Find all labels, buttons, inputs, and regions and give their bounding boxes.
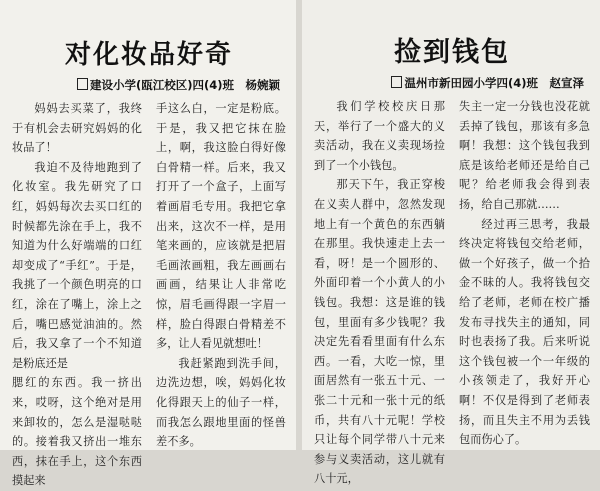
left-article-column-1 bbox=[12, 99, 142, 491]
right-newspaper-clipping bbox=[302, 0, 600, 486]
paragraph: 那天下午，我正穿梭在义卖人群中，忽然发现地上有一个黄色的东西躺在那里。我快速走上去一看，呀！是一个圆形的、外面印着一个小黄人的小钱包。我想：这是谁的钱包，里面有多少钱呢？我决定先看看里面有什么东西。一看，大吃一惊，里面居然有一张五十元、一张二十元和一张十元的纸币，共有八十元呢！学校只让每个同学带八十元来参与义卖活动，这儿就有八十元， bbox=[314, 178, 445, 486]
paragraph: 妈妈去买菜了，我终于有机会去研究妈妈的化妆品了！ bbox=[12, 102, 142, 155]
paragraph: 经过再三思考，我最终决定将钱包交给老师，做一个好孩子，做一个拾金不昧的人。我将钱包交给了老师，老师在校广播发布寻找失主的通知，同时也表扬了我。后来听说这个钱包被一个一年级的小孩领走了，我好开心啊！不仅是得到了老师表扬，而且失主不用为丢钱包而伤心了。 bbox=[459, 217, 590, 447]
right-article-column-1 bbox=[314, 97, 445, 489]
byline-box-icon bbox=[77, 78, 88, 90]
right-article-byline bbox=[314, 75, 590, 91]
right-article-body bbox=[314, 97, 590, 489]
left-article-column-2 bbox=[156, 99, 286, 491]
paragraph: 腮红的东西。我一挤出来，哎呀，这个绝对是用来卸妆的，怎么是湿哒哒的。接着我又挤出一堆东西，抹在手上，这个东西摸起来 bbox=[12, 376, 142, 488]
byline-box-icon bbox=[391, 76, 402, 88]
right-article-title: 捡到钱包 bbox=[394, 37, 510, 68]
paragraph: 我们学校校庆日那天，举行了一个盛大的义卖活动，我在义卖现场捡到了一个小钱包。 bbox=[314, 100, 445, 172]
left-byline-text: 建设小学(瓯江校区)四(4)班 杨婉颖 bbox=[89, 78, 280, 92]
paragraph: 手这么白，一定是粉底。于是，我又把它抹在脸上，啊，我这脸白得好像白骨精一样。后来，我又打开了一个盒子，上面写着画眉毛专用。我把它拿出来，这次不一样，是用笔来画的，应该就是把眉毛画浓画粗，我左画画右画画，结果让人非常吃惊，眉毛画得跟一字眉一样，脸白得跟白骨精差不多，让人看见就想吐！ bbox=[156, 102, 286, 351]
right-byline-text: 温州市新田园小学四(4)班 赵宣泽 bbox=[404, 76, 584, 90]
left-article-byline bbox=[12, 77, 286, 93]
paragraph: 我赶紧跑到洗手间，边洗边想，唉，妈妈化妆化得跟天上的仙子一样，而我怎么跟地里面的怪兽差不多。 bbox=[156, 356, 286, 449]
paragraph: 失主一定一分钱也没花就丢掉了钱包，那该有多急啊！我想：这个钱包我到底是该给老师还是给自己呢？给老师我会得到表扬，给自己那就…… bbox=[459, 100, 590, 211]
right-article-column-2 bbox=[459, 97, 590, 489]
left-article-title: 对化妆品好奇 bbox=[64, 40, 233, 70]
paragraph: 我迫不及待地跑到了化妆室。我先研究了口红，妈妈每次去买口红的时候都先涂在手上，我不知道为什么好端端的口红却变成了“手红”。于是，我挑了一个颜色明亮的口红，涂在了嘴上，涂上之后，嘴巴感觉油油的。然后，我又拿了一个不知道是粉底还是 bbox=[12, 160, 142, 370]
left-article-body bbox=[12, 99, 286, 491]
left-newspaper-clipping bbox=[0, 0, 296, 488]
